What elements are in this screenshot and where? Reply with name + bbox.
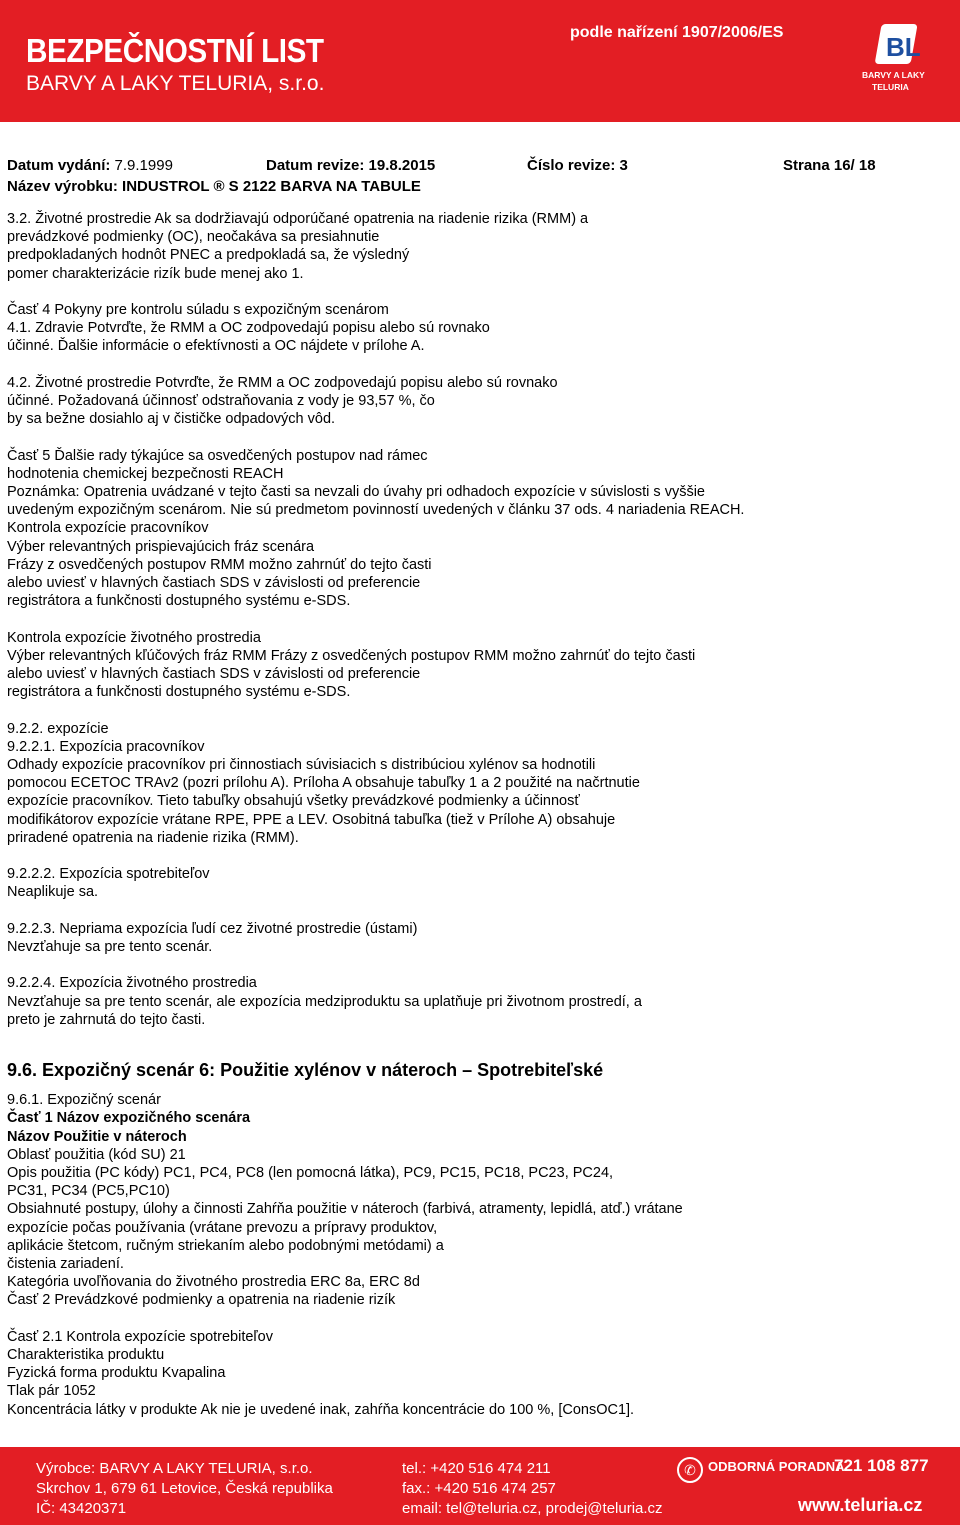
revision-date xyxy=(266,157,435,174)
paragraph: účinné. Požadovaná účinnosť odstraňovania z vody je 93,57 %, čo xyxy=(7,393,435,409)
product-value: INDUSTROL ® S 2122 BARVA NA TABULE xyxy=(122,178,421,195)
paragraph: 3.2. Životné prostredie Ak sa dodržiavajú odporúčané opatrenia na riadenie rizika (RMM) a xyxy=(7,211,589,227)
paragraph: Názov Použitie v náteroch xyxy=(7,1128,187,1145)
revision-number-label: Číslo revize: xyxy=(527,157,616,174)
paragraph: Kontrola expozície pracovníkov xyxy=(7,520,209,537)
paragraph: Tlak pár 1052 xyxy=(7,1383,96,1400)
paragraph: Koncentrácia látky v produkte Ak nie je uvedené inak, zahŕňa koncentrácie do 100 %, [ConsOC1]. xyxy=(7,1401,635,1418)
teluria-logo xyxy=(860,22,938,97)
paragraph: Nevzťahuje sa pre tento scenár, ale expozícia medziproduktu sa uplatňuje pri životnom prostredí, a xyxy=(7,993,642,1010)
paragraph: by sa bežne dosiahlo aj v čističke odpadových vôd. xyxy=(7,411,336,428)
paragraph: Časť 2 Prevádzkové podmienky a opatrenia na riadenie rizík xyxy=(7,1292,396,1309)
paragraph: Časť 4 Pokyny pre kontrolu súladu s expozičným scenárom xyxy=(7,302,389,318)
paragraph: 9.2.2.3. Nepriama expozícia ľudí cez životné prostredie (ústami) xyxy=(7,920,418,937)
issue-date-value: 7.9.1999 xyxy=(114,157,173,174)
regulation-label: podle nařízení 1907/2006/ES xyxy=(570,24,784,41)
page-number: Strana 16/ 18 xyxy=(783,157,876,174)
paragraph: preto je zahrnutá do tejto časti. xyxy=(7,1011,206,1028)
logo-text: BL xyxy=(886,32,921,62)
paragraph: 9.2.2.2. Expozícia spotrebiteľov xyxy=(7,866,210,883)
footer-ico: IČ: 43420371 xyxy=(36,1500,127,1517)
paragraph: Obsiahnuté postupy, úlohy a činnosti Zahŕňa použitie v náteroch (farbivá, atramenty, lepidlá, atď.) vrátane xyxy=(7,1201,683,1218)
paragraph: registrátora a funkčnosti dostupného systému e-SDS. xyxy=(7,684,351,701)
paragraph: priradené opatrenia na riadenie rizika (RMM). xyxy=(7,829,299,846)
paragraph: PC31, PC34 (PC5,PC10) xyxy=(7,1183,170,1200)
footer-website[interactable]: www.teluria.cz xyxy=(798,1495,923,1515)
paragraph: hodnotenia chemickej bezpečnosti REACH xyxy=(7,465,284,482)
revision-date-label: Datum revize: xyxy=(266,157,365,174)
paragraph: registrátora a funkčnosti dostupného systému e-SDS. xyxy=(7,593,351,610)
footer-manufacturer: Výrobce: BARVY A LAKY TELURIA, s.r.o. xyxy=(36,1460,313,1477)
phone-icon: ✆ xyxy=(677,1457,703,1483)
paragraph: 9.2.2.4. Expozícia životného prostredia xyxy=(7,975,257,992)
paragraph: Frázy z osvedčených postupov RMM možno zahrnúť do tejto časti xyxy=(7,556,432,573)
issue-date-label: Datum vydání: xyxy=(7,157,111,174)
document-title: BEZPEČNOSTNÍ LIST xyxy=(26,32,324,69)
footer-advice-phone: 721 108 877 xyxy=(834,1456,929,1475)
svg-text:TELURIA: TELURIA xyxy=(872,82,909,92)
paragraph: účinné. Ďalšie informácie o efektívnosti a OC nájdete v prílohe A. xyxy=(7,338,425,355)
paragraph: Oblasť použitia (kód SU) 21 xyxy=(7,1146,186,1163)
paragraph: Odhady expozície pracovníkov pri činnostiach súvisiacich s distribúciou xylénov sa hodnotili xyxy=(7,757,596,774)
paragraph: Časť 1 Názov expozičného scenára xyxy=(7,1110,251,1127)
paragraph: čistenia zariadení. xyxy=(7,1256,124,1273)
paragraph: modifikátorov expozície vrátane RPE, PPE a LEV. Osobitná tabuľka (tiež v Prílohe A) obsahuje xyxy=(7,811,616,828)
footer-address: Skrchov 1, 679 61 Letovice, Česká republika xyxy=(36,1480,333,1497)
paragraph: pomocou ECETOC TRAv2 (pozri prílohu A). Príloha A obsahuje tabuľky 1 a 2 použité na načrtnutie xyxy=(7,775,640,792)
paragraph: 9.2.2.1. Expozícia pracovníkov xyxy=(7,738,205,755)
paragraph: expozície počas používania (vrátane prevozu a prípravy produktov, xyxy=(7,1219,438,1236)
page-footer xyxy=(0,1447,960,1525)
paragraph: alebo uviesť v hlavných častiach SDS v závislosti od preferencie xyxy=(7,666,421,683)
revision-number-value: 3 xyxy=(619,157,628,174)
paragraph: alebo uviesť v hlavných častiach SDS v závislosti od preferencie xyxy=(7,575,421,592)
product-label: Název výrobku: xyxy=(7,178,118,195)
footer-email[interactable]: email: tel@teluria.cz, prodej@teluria.cz xyxy=(402,1500,663,1517)
footer-fax: fax.: +420 516 474 257 xyxy=(402,1480,556,1497)
paragraph: Výber relevantných prispievajúcich fráz scenára xyxy=(7,538,315,555)
paragraph: expozície pracovníkov. Tieto tabuľky obsahujú všetky prevádzkové podmienky a účinnosť xyxy=(7,793,580,810)
paragraph: Charakteristika produktu xyxy=(7,1347,165,1364)
company-name: BARVY A LAKY TELURIA, s.r.o. xyxy=(26,72,325,95)
paragraph: Kontrola expozície životného prostredia xyxy=(7,629,261,646)
svg-text:BARVY A LAKY: BARVY A LAKY xyxy=(862,70,925,80)
paragraph: Časť 5 Ďalšie rady týkajúce sa osvedčených postupov nad rámec xyxy=(7,447,428,464)
paragraph: Výber relevantných kľúčových fráz RMM Frázy z osvedčených postupov RMM možno zahrnúť do tejto časti xyxy=(7,647,696,664)
paragraph: uvedeným expozičným scenárom. Nie sú predmetom povinností uvedených v článku 37 ods. 4 nariadenia REACH. xyxy=(7,502,745,519)
footer-tel: tel.: +420 516 474 211 xyxy=(402,1460,551,1477)
paragraph: Neaplikuje sa. xyxy=(7,884,99,901)
revision-date-value: 19.8.2015 xyxy=(368,157,436,174)
paragraph: 9.6.1. Expozičný scenár xyxy=(7,1092,161,1109)
paragraph: 4.2. Životné prostredie Potvrďte, že RMM a OC zodpovedajú popisu alebo sú rovnako xyxy=(7,374,558,391)
product-name xyxy=(7,178,421,195)
paragraph: Časť 2.1 Kontrola expozície spotrebiteľov xyxy=(7,1328,273,1345)
paragraph: 4.1. Zdravie Potvrďte, že RMM a OC zodpovedajú popisu alebo sú rovnako xyxy=(7,320,490,337)
paragraph: aplikácie štetcom, ručným striekaním alebo podobnými metódami) a xyxy=(7,1237,444,1254)
paragraph: 9.2.2. expozície xyxy=(7,720,109,737)
footer-advice-label: ODBORNÁ PORADNA xyxy=(708,1459,845,1474)
paragraph: Fyzická forma produktu Kvapalina xyxy=(7,1365,226,1382)
document-body xyxy=(7,210,953,1419)
page-header xyxy=(0,0,960,122)
meta-row-dates xyxy=(7,157,173,174)
paragraph: Nevzťahuje sa pre tento scenár. xyxy=(7,939,213,956)
revision-number xyxy=(527,157,628,174)
paragraph: prevádzkové podmienky (OC), neočakáva sa presiahnutie xyxy=(7,229,380,246)
paragraph: predpokladaných hodnôt PNEC a predpokladá sa, že výsledný xyxy=(7,247,410,264)
section-heading: 9.6. Expozičný scenár 6: Použitie xylénov v náteroch – Spotrebiteľské xyxy=(7,1060,604,1081)
paragraph: Poznámka: Opatrenia uvádzané v tejto časti sa nevzali do úvahy pri odhadoch expozície v súvislosti s vyššie xyxy=(7,484,705,500)
paragraph: Opis použitia (PC kódy) PC1, PC4, PC8 (len pomocná látka), PC9, PC15, PC18, PC23, PC24, xyxy=(7,1165,614,1182)
paragraph: Kategória uvoľňovania do životného prostredia ERC 8a, ERC 8d xyxy=(7,1274,420,1291)
paragraph: pomer charakterizácie rizík bude menej ako 1. xyxy=(7,265,304,282)
